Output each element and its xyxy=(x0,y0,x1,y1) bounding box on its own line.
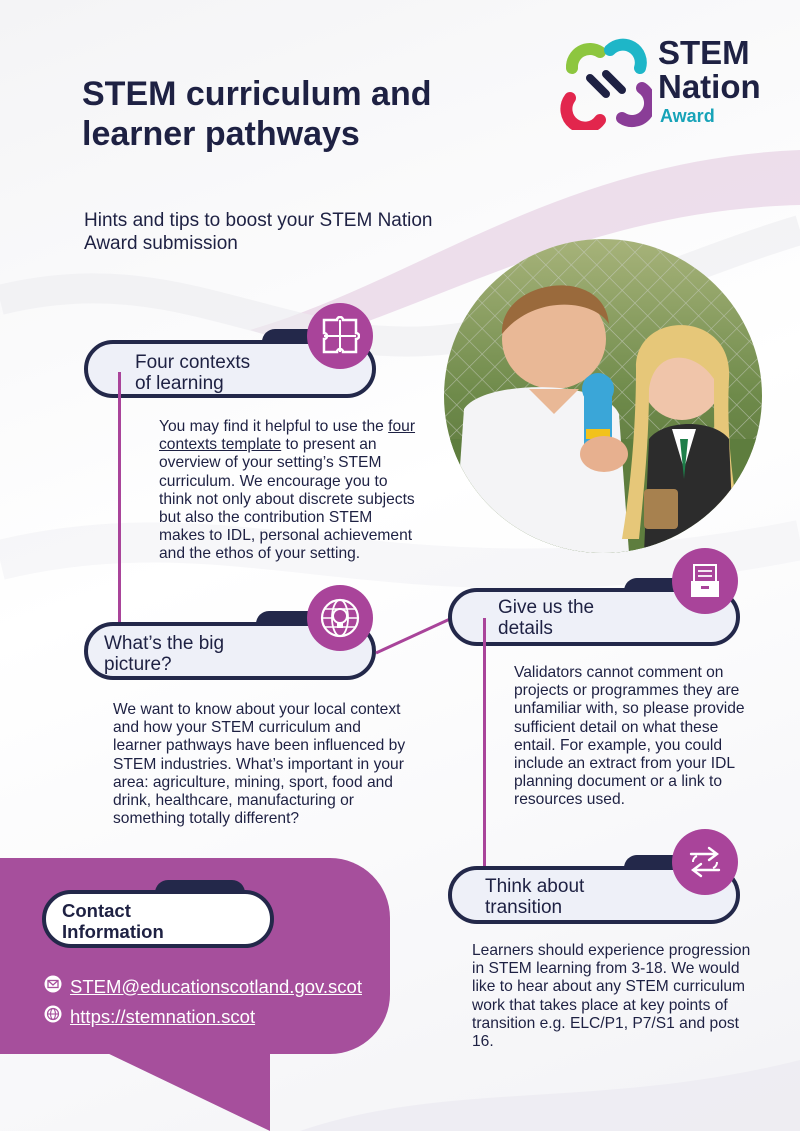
children-photo xyxy=(444,239,762,553)
details-heading-line1: Give us the xyxy=(498,597,595,618)
details-body: Validators cannot comment on projects or programmes they are unfamiliar with, so please provide sufficient detail on what these entail. For example, you could include an extract from your IDL planning document or a link to resources used. xyxy=(514,664,745,809)
big-picture-heading xyxy=(104,633,304,675)
details-heading-line2: details xyxy=(498,618,553,639)
contact-heading-line1: Contact xyxy=(62,900,131,921)
contact-email-row xyxy=(44,975,362,998)
transition-heading-line1: Think about xyxy=(485,876,585,897)
page-subtitle: Hints and tips to boost your STEM Nation Award submission xyxy=(84,210,433,254)
documents-box-icon xyxy=(672,548,738,614)
connector-line-1 xyxy=(118,372,121,634)
children-photo-illustration xyxy=(444,239,762,553)
contact-heading-line2: Information xyxy=(62,921,164,942)
logo-mark-icon xyxy=(560,38,652,130)
page-title: STEM curriculum and learner pathways xyxy=(82,75,432,153)
puzzle-icon xyxy=(307,303,373,369)
big-picture-heading-line2: picture? xyxy=(104,654,172,675)
four-contexts-heading-line1: Four contexts xyxy=(135,352,251,373)
contact-heading xyxy=(62,900,242,942)
envelope-icon xyxy=(44,975,62,998)
contact-email-link[interactable]: STEM@educationscotland.gov.scot xyxy=(70,975,362,997)
globe-lightbulb-icon xyxy=(307,585,373,651)
big-picture-body: We want to know about your local context and how your STEM curriculum and learner pathways have been influenced by STEM industries. What’s important in your area: agriculture, mining, sport, food and drink, healthcare, manufacturing or something totally different? xyxy=(113,701,406,828)
globe-icon xyxy=(44,1005,62,1028)
four-contexts-body-intro: You may find it helpful to use the xyxy=(159,418,389,435)
transition-heading-line2: transition xyxy=(485,897,563,918)
logo-word-nation: Nation xyxy=(658,68,761,105)
details-heading xyxy=(498,597,698,639)
connector-line-2 xyxy=(374,615,454,657)
transition-arrows-icon xyxy=(672,829,738,895)
connector-line-3 xyxy=(483,618,486,866)
stem-nation-logo xyxy=(560,36,780,132)
transition-heading xyxy=(485,876,685,918)
contact-website-link[interactable]: https://stemnation.scot xyxy=(70,1005,256,1027)
logo-word-stem: STEM xyxy=(658,34,750,71)
transition-body: Learners should experience progression in STEM learning from 3-18. We would like to hear about any STEM curriculum work that takes place at key points of transition e.g. ELC/P1, P7/S1 and post 16. xyxy=(472,942,751,1051)
contact-web-row xyxy=(44,1005,255,1028)
four-contexts-body xyxy=(159,418,421,564)
four-contexts-heading xyxy=(135,352,335,394)
four-contexts-template-link[interactable]: four contexts template xyxy=(159,418,416,454)
big-picture-heading-line1: What’s the big xyxy=(104,633,225,654)
four-contexts-heading-line2: of learning xyxy=(135,373,224,394)
logo-word-award: Award xyxy=(660,106,715,126)
four-contexts-body-rest: to present an overview of your setting’s STEM curriculum. We encourage you to think not only about discrete subjects but also the contribution STEM makes to IDL, personal achievement and the ethos of your setting. xyxy=(159,436,415,563)
